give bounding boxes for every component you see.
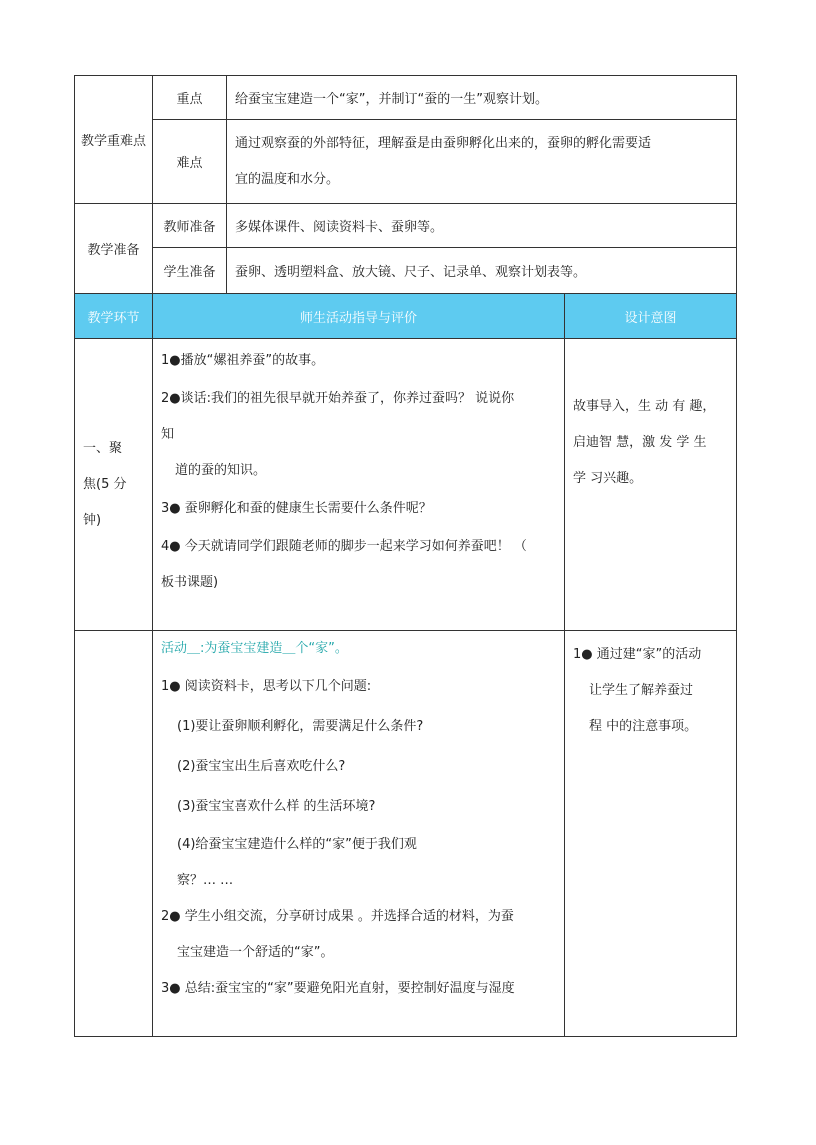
- stage2-item-2-line-2: 宝宝建造一个舒适的“家”。: [177, 945, 334, 960]
- stage1-intent-line-1: 故事导入，生 动 有 趣，: [573, 399, 716, 414]
- key-point-text: 给蚕宝宝建造一个“家”，并制订“蚕的一生”观察计划。: [227, 76, 737, 120]
- stage1-item-2-line-2: 知: [161, 427, 175, 442]
- stage2-intent: [565, 631, 737, 1037]
- difficult-point-line-1: 通过观察蚕的外部特征，理解蚕是由蚕卵孵化出来的，蚕卵的孵化需要适: [235, 135, 652, 151]
- stage2-label: [75, 631, 153, 1037]
- stage2-item-2-line-1: 2● 学生小组交流，分享研讨成果 。并选择合适的材料，为蚕: [161, 909, 514, 924]
- stage1-activity: [153, 339, 565, 631]
- stage2-question-3: (3)蚕宝宝喜欢什么样 的生活环境?: [177, 799, 376, 814]
- header-intent: 设计意图: [565, 294, 737, 339]
- stage1-label-line-2: 焦(5 分: [83, 476, 127, 492]
- difficult-point-label: 难点: [153, 120, 227, 204]
- stage2-item-3: 3● 总结:蚕宝宝的“家”要避免阳光直射，要控制好温度与湿度: [161, 981, 515, 996]
- stage1-item-2-line-1: 2●谈话:我们的祖先很早就开始养蚕了，你养过蚕吗？ 说说你: [161, 391, 515, 406]
- stage1-intent: [565, 339, 737, 631]
- header-activity: 师生活动指导与评价: [153, 294, 565, 339]
- stage2-question-1: (1)要让蚕卵顺利孵化，需要满足什么条件?: [177, 719, 424, 734]
- student-prep-text: 蚕卵、透明塑料盒、放大镜、尺子、记录单、观察计划表等。: [227, 248, 737, 294]
- stage2-intent-line-1: 1● 通过建“家”的活动: [573, 647, 702, 662]
- difficulty-section-label: 教学重难点: [75, 76, 153, 204]
- stage1-intent-line-2: 启迪智 慧，激 发 学 生: [573, 435, 707, 450]
- stage1-label-line-1: 一、聚: [83, 440, 123, 456]
- stage2-question-4-line-2: 察？… …: [177, 873, 234, 888]
- stage1-item-4-line-2: 板书课题): [161, 575, 219, 590]
- teacher-prep-text: 多媒体课件、阅读资料卡、蚕卵等。: [227, 204, 737, 248]
- stage2-intent-line-3: 程 中的注意事项。: [589, 719, 698, 734]
- stage2-question-2: (2)蚕宝宝出生后喜欢吃什么?: [177, 759, 346, 774]
- difficult-point-line-2: 宜的温度和水分。: [235, 171, 340, 187]
- stage2-activity-title: 活动＿:为蚕宝宝建造＿个“家”。: [161, 641, 348, 656]
- stage2-intent-line-2: 让学生了解养蚕过: [589, 683, 694, 698]
- student-prep-label: 学生准备: [153, 248, 227, 294]
- stage1-label: [75, 339, 153, 631]
- header-stage: 教学环节: [75, 294, 153, 339]
- stage2-activity: [153, 631, 565, 1037]
- difficult-point-text: [227, 120, 737, 204]
- preparation-section-label: 教学准备: [75, 204, 153, 294]
- stage2-item-1: 1● 阅读资料卡，思考以下几个问题:: [161, 679, 372, 694]
- stage1-item-2-line-3: 道的蚕的知识。: [175, 463, 267, 478]
- stage1-item-4-line-1: 4● 今天就请同学们跟随老师的脚步一起来学习如何养蚕吧！ （: [161, 539, 527, 554]
- stage1-item-3: 3● 蚕卵孵化和蚕的健康生长需要什么条件呢？: [161, 501, 432, 516]
- lesson-plan-page: [74, 75, 736, 1037]
- key-point-label: 重点: [153, 76, 227, 120]
- lesson-plan-table: [74, 75, 737, 1037]
- teacher-prep-label: 教师准备: [153, 204, 227, 248]
- stage2-question-4-line-1: (4)给蚕宝宝建造什么样的“家”便于我们观: [177, 837, 417, 852]
- stage1-item-1: 1●播放“嫘祖养蚕”的故事。: [161, 353, 325, 368]
- stage1-label-line-3: 钟): [83, 512, 102, 528]
- stage1-intent-line-3: 学 习兴趣。: [573, 471, 643, 486]
